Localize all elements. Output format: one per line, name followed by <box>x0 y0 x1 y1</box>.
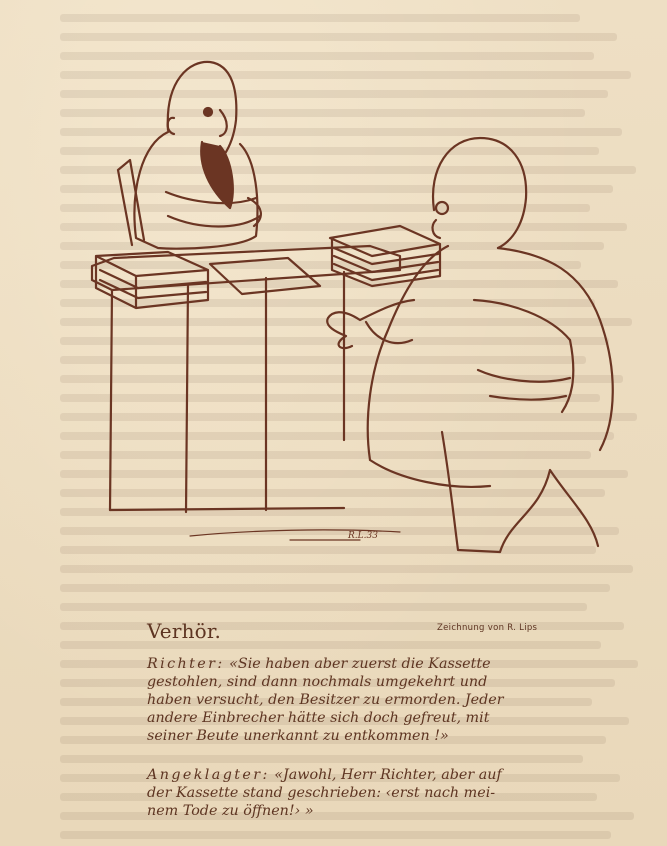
artist-signature: R.L.33 <box>348 531 378 541</box>
dialogue-defendant <box>147 766 587 820</box>
dialogue-line: haben versucht, den Besitzer zu ermorden. Jeder <box>147 692 504 708</box>
show-through-line <box>60 641 601 649</box>
dialogue-line: der Kassette stand geschrieben: ‹erst nach mei- <box>147 785 496 801</box>
show-through-line <box>60 14 580 22</box>
show-through-line <box>60 755 583 763</box>
defendant-hand <box>327 300 414 348</box>
show-through-line <box>60 584 610 592</box>
dialogue-line: «Sie haben aber zuerst die Kassette <box>229 656 491 672</box>
show-through-line <box>60 831 611 839</box>
defendant-coat <box>474 300 573 412</box>
judge-robe <box>134 132 257 249</box>
illustration-credit: Zeichnung von R. Lips <box>437 623 538 633</box>
defendant-head <box>433 138 526 248</box>
speaker-label: Richter: <box>147 656 225 672</box>
judge-arms <box>166 192 261 227</box>
dialogue-line: gestohlen, sind dann nochmals umgekehrt und <box>147 674 488 690</box>
caption-title: Verhör. <box>147 619 222 643</box>
show-through-line <box>60 622 624 630</box>
speaker-label: Angeklagter: <box>147 767 270 783</box>
show-through-line <box>60 603 587 611</box>
dialogue-line: andere Einbrecher hätte sich doch gefreut, mit <box>147 710 490 726</box>
defendant-trousers <box>442 432 598 552</box>
dialogue-line: seiner Beute unerkannt zu entkommen !» <box>147 728 449 744</box>
cartoon-illustration <box>70 40 650 585</box>
judge-beard <box>201 142 233 208</box>
dialogue-line: nem Tode zu öffnen!› » <box>147 803 314 819</box>
dialogue-line: «Jawohl, Herr Richter, aber auf <box>274 767 502 783</box>
judge-and-defendant-drawing <box>70 40 650 585</box>
dialogue-judge <box>147 655 587 745</box>
file-stack-right <box>330 226 440 286</box>
